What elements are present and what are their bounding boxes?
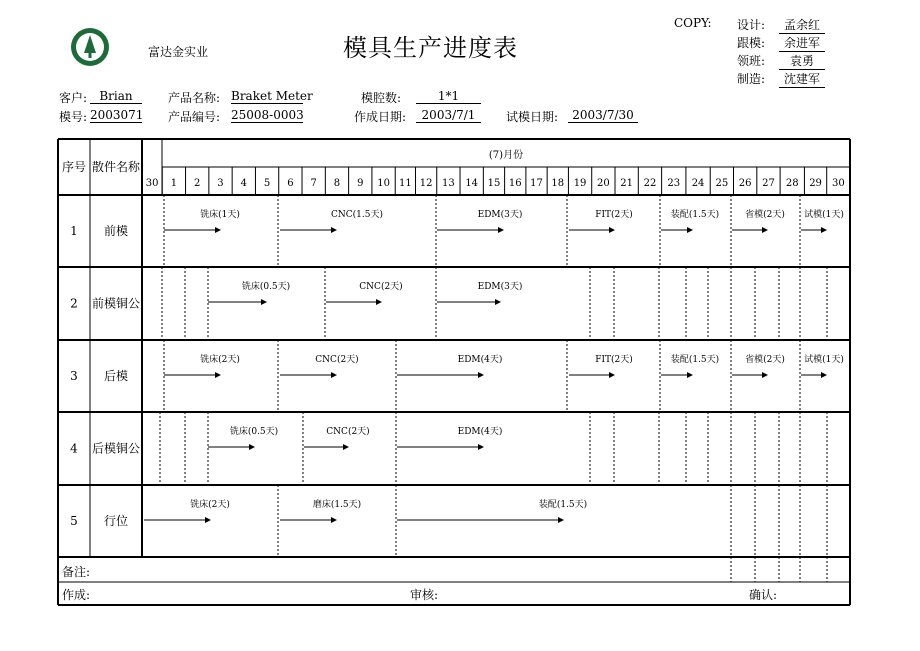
row-part-name: 前模: [103, 224, 129, 238]
header-part: 散件名称: [91, 160, 141, 174]
task-label: 磨床(1.5天): [312, 500, 362, 510]
day-header: 29: [809, 178, 822, 189]
row-part-name: 行位: [103, 514, 129, 528]
made-by-label: 作成:: [62, 588, 91, 602]
confirm-label: 确认:: [749, 588, 778, 602]
role-label-lead: 领班:: [737, 54, 766, 68]
row-part-name: 前模铜公: [91, 296, 141, 311]
role-name-design: 孟余红: [779, 16, 825, 34]
header-seq: 序号: [61, 160, 87, 174]
day-header: 12: [419, 178, 433, 189]
row-seq: 3: [70, 369, 78, 383]
role-name-make: 沈建军: [779, 70, 825, 88]
task-label: FIT(2天): [595, 210, 633, 220]
product-name-label: 产品名称:: [168, 91, 221, 105]
product-no-value: 25008-0003: [231, 108, 304, 122]
role-label-follow: 跟模:: [737, 36, 766, 50]
day-header: 16: [508, 178, 522, 189]
task-label: 省模(2天): [745, 210, 785, 220]
make-date-label: 作成日期:: [354, 110, 407, 124]
make-date-value: 2003/7/1: [416, 108, 481, 123]
day-header: 28: [785, 178, 799, 189]
day-header: 23: [667, 178, 681, 189]
task-label: CNC(2天): [326, 427, 370, 437]
day-header: 1: [170, 178, 178, 189]
task-label: 铣床(0.5天): [241, 282, 291, 292]
page-title: 模具生产进度表: [343, 34, 518, 62]
task-label: 装配(1.5天): [670, 210, 720, 220]
task-label: CNC(2天): [359, 282, 403, 292]
task-label: 铣床(0.5天): [229, 427, 279, 437]
role-label-make: 制造:: [737, 72, 766, 86]
day-header: 11: [398, 178, 412, 189]
task-label: CNC(1.5天): [331, 210, 383, 220]
task-label: 铣床(2天): [190, 500, 230, 510]
day-header: 9: [357, 178, 364, 189]
task-label: 装配(1.5天): [670, 355, 720, 365]
day-header: 26: [738, 178, 752, 189]
row-seq: 2: [70, 296, 78, 311]
task-label: EDM(4天): [457, 427, 503, 437]
task-label: 试模(1天): [804, 210, 844, 220]
cavity-value: 1*1: [416, 89, 481, 104]
task-label: 铣床(1天): [200, 210, 240, 220]
day-header: 13: [442, 178, 455, 189]
trial-date-value: 2003/7/30: [568, 108, 638, 123]
day-header: 3: [217, 178, 224, 189]
day-header: 2: [194, 178, 201, 189]
customer-label: 客户:: [59, 91, 88, 105]
mold-no-label: 模号:: [59, 110, 88, 124]
cavity-label: 模腔数:: [361, 91, 402, 105]
day-header: 30: [831, 178, 845, 189]
copy-label: COPY:: [674, 16, 712, 30]
task-label: FIT(2天): [595, 355, 633, 365]
day-header: 10: [377, 178, 390, 189]
day-header: 5: [263, 178, 271, 189]
row-seq: 4: [70, 441, 78, 456]
day-header: 21: [620, 178, 634, 189]
day-header: 17: [530, 178, 543, 189]
task-label: 省模(2天): [745, 355, 785, 365]
day-header: 7: [310, 178, 317, 189]
day-header: 20: [596, 178, 610, 189]
task-label: EDM(3天): [477, 210, 523, 220]
remarks-label: 备注:: [62, 565, 91, 579]
day-header: 18: [551, 178, 565, 189]
customer-value: Brian: [90, 89, 142, 104]
task-label: 试模(1天): [804, 355, 844, 365]
day-header: 8: [333, 178, 341, 189]
role-name-follow: 余进军: [779, 34, 825, 52]
day-header: 30: [145, 178, 159, 189]
product-no-label: 产品编号:: [168, 110, 221, 124]
review-label: 审核:: [410, 588, 439, 602]
task-label: EDM(4天): [457, 355, 503, 365]
role-label-design: 设计:: [737, 18, 766, 32]
task-label: CNC(2天): [315, 355, 359, 365]
day-header: 27: [762, 178, 775, 189]
day-header: 6: [287, 178, 294, 189]
row-part-name: 后模铜公: [91, 441, 141, 456]
day-header: 25: [715, 178, 729, 189]
day-header: 15: [487, 178, 501, 189]
day-header: 24: [691, 178, 705, 189]
row-seq: 5: [70, 514, 78, 528]
day-header: 4: [240, 178, 247, 189]
task-label: 装配(1.5天): [538, 500, 588, 510]
mold-no-value: 2003071: [90, 108, 144, 122]
row-seq: 1: [70, 224, 78, 238]
task-label: EDM(3天): [477, 282, 523, 292]
day-header: 14: [465, 178, 479, 189]
day-header: 22: [643, 178, 657, 189]
product-name-value: Braket Meter: [231, 89, 313, 103]
role-name-lead: 袁勇: [779, 52, 825, 70]
row-part-name: 后模: [103, 369, 129, 383]
day-header: 19: [573, 178, 587, 189]
header-month: (7)月份: [488, 150, 524, 161]
trial-date-label: 试模日期:: [506, 110, 559, 124]
company-name: 富达金实业: [148, 45, 209, 59]
task-label: 铣床(2天): [200, 355, 240, 365]
